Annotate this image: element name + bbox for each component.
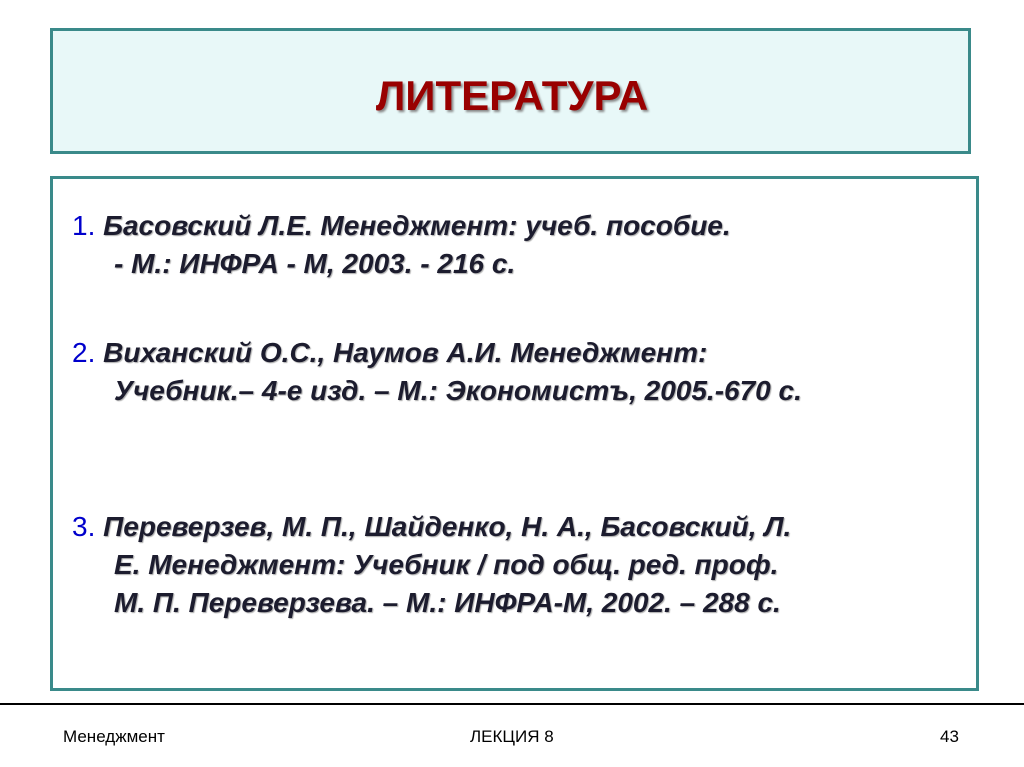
reference-item-2 bbox=[72, 334, 962, 410]
reference-line: Басовский Л.Е. Менеджмент: учеб. пособие. bbox=[103, 210, 731, 241]
reference-line: Е. Менеджмент: Учебник / под общ. ред. проф. bbox=[114, 549, 779, 580]
reference-line: Переверзев, М. П., Шайденко, Н. А., Басовский, Л. bbox=[103, 511, 792, 542]
footer-divider bbox=[0, 703, 1024, 705]
reference-line: Виханский О.С., Наумов А.И. Менеджмент: bbox=[103, 337, 708, 368]
footer-course-name: Менеджмент bbox=[63, 727, 165, 746]
reference-item-3 bbox=[72, 508, 962, 622]
reference-number: 3. bbox=[72, 511, 96, 542]
reference-line: Учебник.– 4-е изд. – М.: Экономистъ, 2005.-670 с. bbox=[114, 375, 802, 406]
reference-number: 1. bbox=[72, 210, 96, 241]
reference-line: М. П. Переверзева. – М.: ИНФРА-М, 2002. – 288 с. bbox=[114, 587, 781, 618]
reference-number: 2. bbox=[72, 337, 96, 368]
reference-item-1 bbox=[72, 207, 962, 283]
slide-title: ЛИТЕРАТУРА bbox=[375, 72, 649, 119]
reference-line: - М.: ИНФРА - М, 2003. - 216 с. bbox=[114, 248, 516, 279]
footer-lecture-label: ЛЕКЦИЯ 8 bbox=[470, 727, 554, 746]
footer-page-number: 43 bbox=[940, 727, 959, 746]
